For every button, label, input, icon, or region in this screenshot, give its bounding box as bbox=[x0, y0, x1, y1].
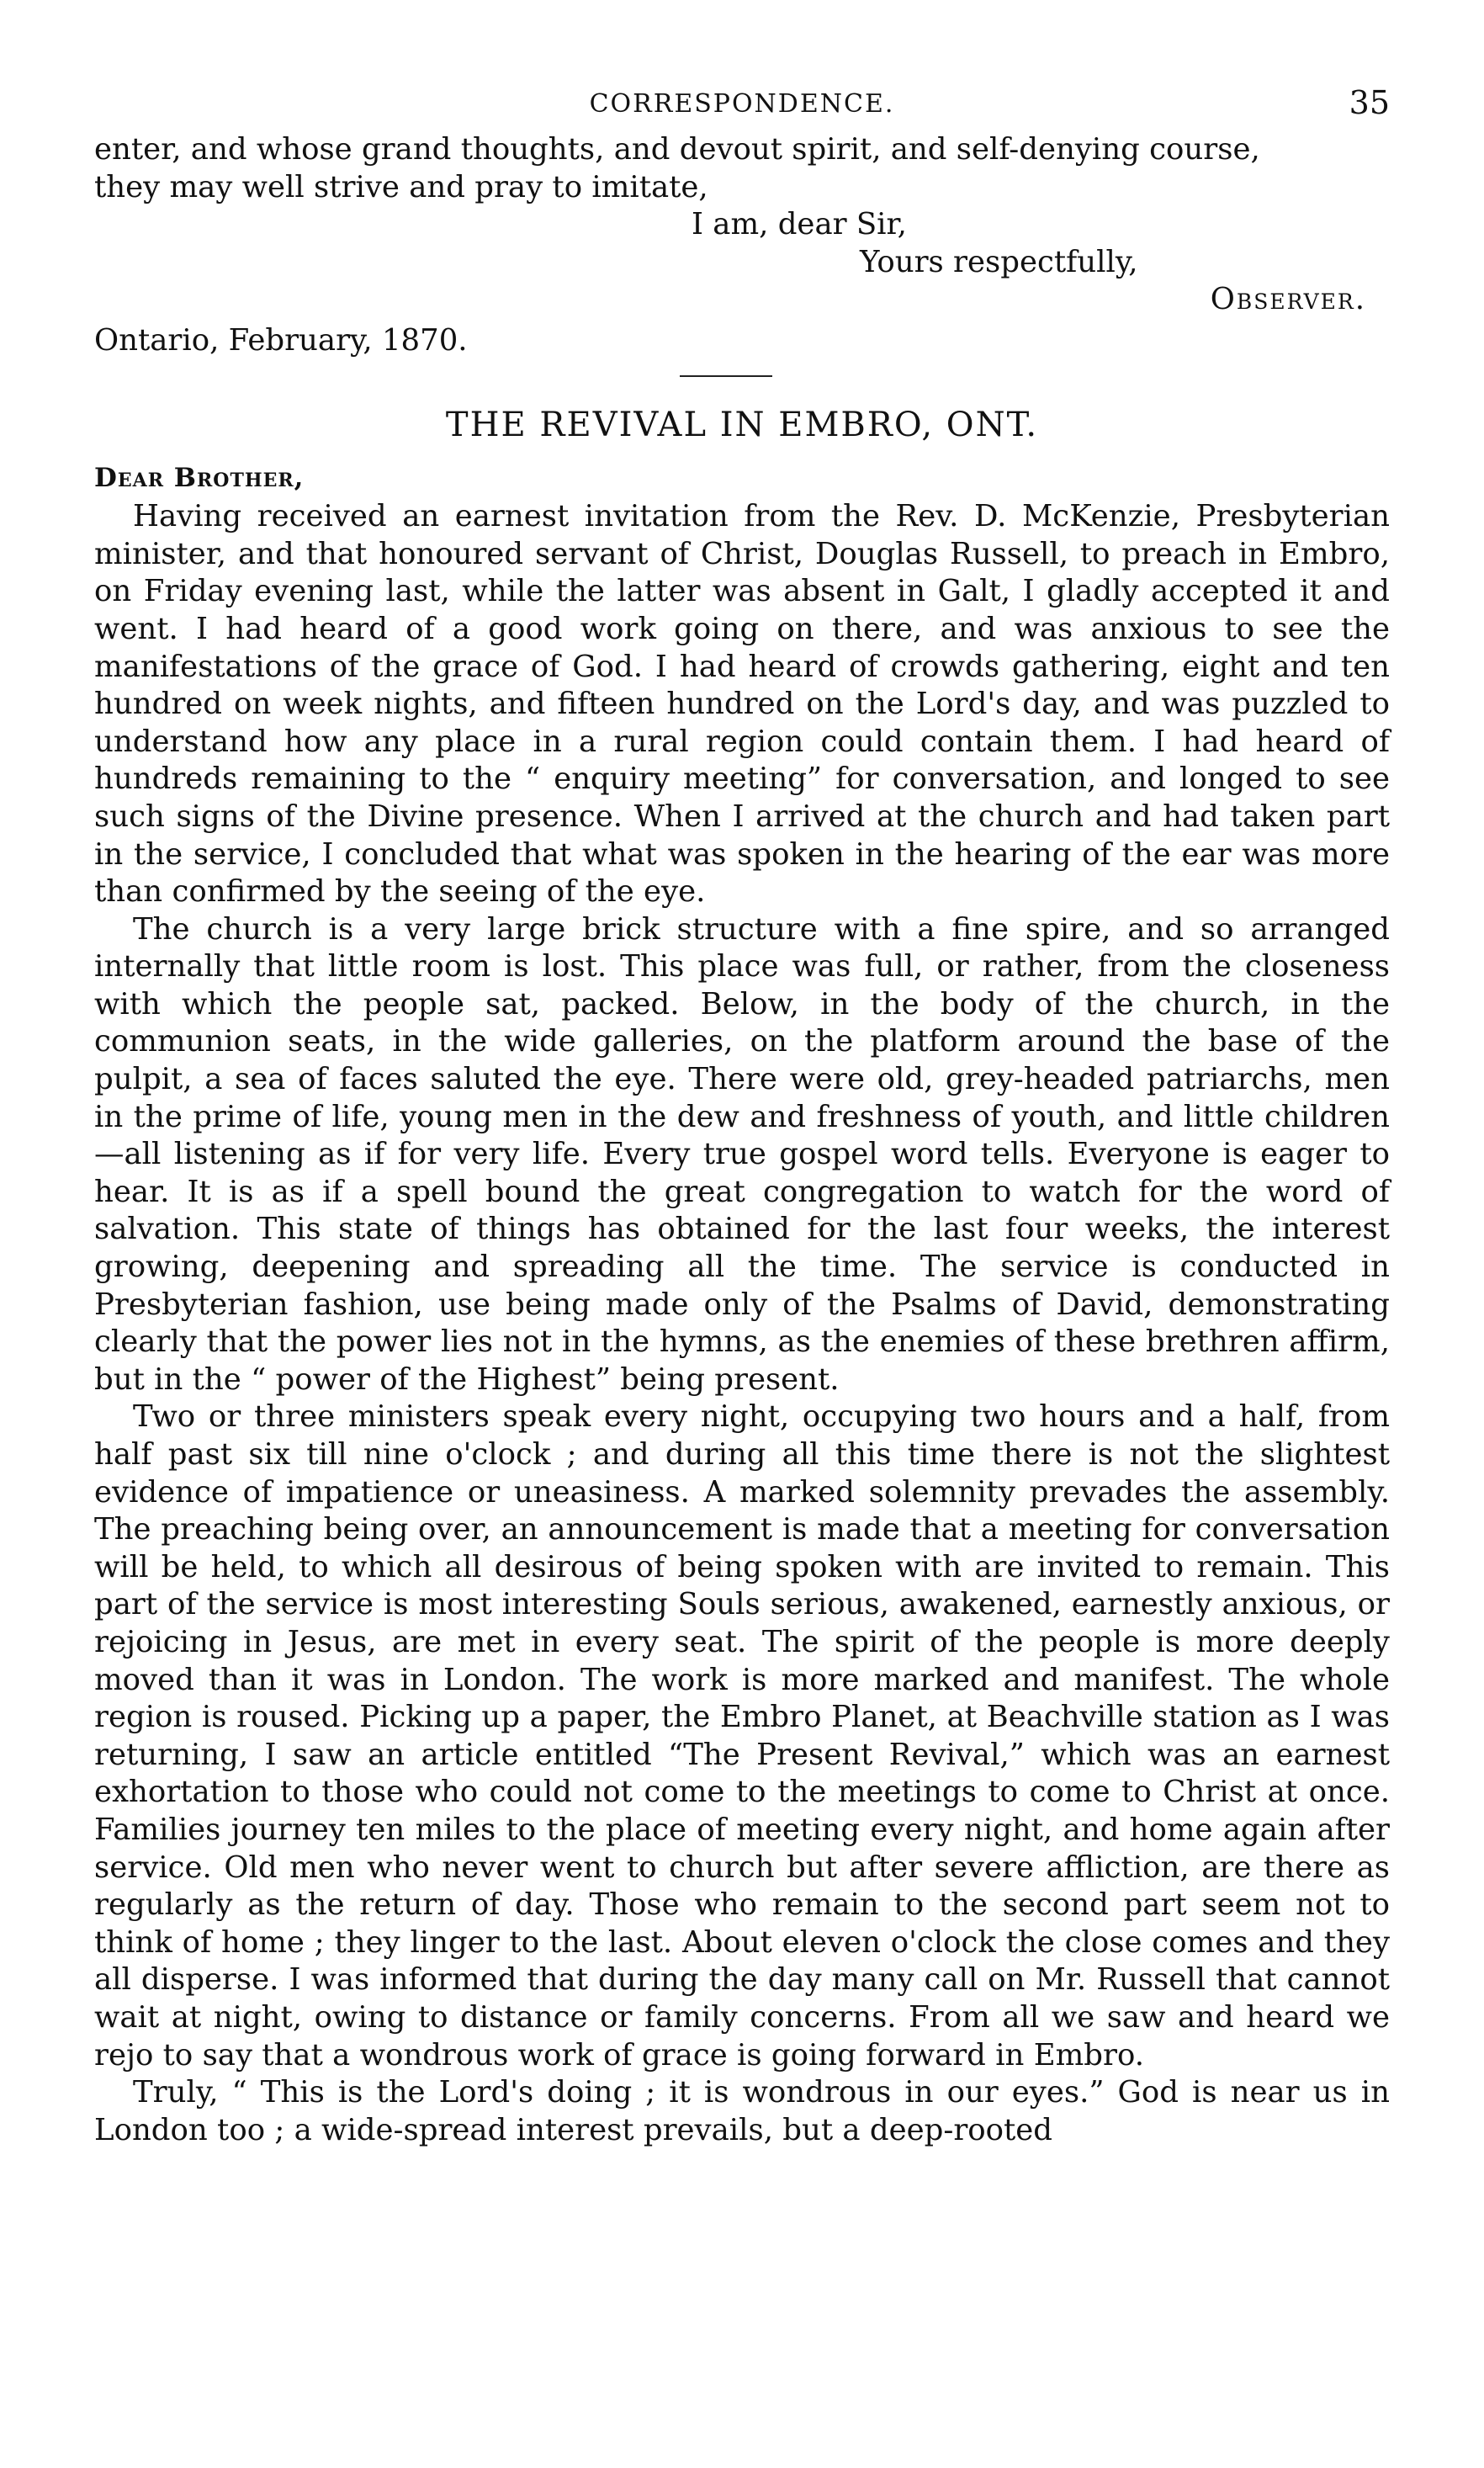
book-page bbox=[94, 81, 1390, 2149]
letter-dateline: Ontario, February, 1870. bbox=[94, 322, 468, 358]
divider-rule bbox=[680, 375, 772, 377]
letter-line: they may well strive and pray to imitate, bbox=[94, 169, 708, 204]
article-salutation: Dear Brother, bbox=[94, 462, 305, 493]
article-title: THE REVIVAL IN EMBRO, ONT. bbox=[445, 405, 1039, 444]
running-title: CORRESPONDENCE. bbox=[589, 89, 895, 119]
letter-line: enter, and whose grand thoughts, and devout spirit, and self-denying course, bbox=[94, 132, 1260, 167]
running-header bbox=[94, 81, 1390, 131]
letter-valediction: Yours respectfully, bbox=[860, 244, 1138, 279]
article-paragraph: Truly, “ This is the Lord's doing ; it is wondrous in our eyes.” God is near us in London too ; a wide-spread interest prevails, but a deep-rooted bbox=[94, 2075, 1390, 2147]
page-number: 35 bbox=[1349, 84, 1390, 121]
letter-closing: I am, dear Sir, bbox=[692, 207, 907, 242]
article-paragraph: Having received an earnest invitation from the Rev. D. McKenzie, Presbyterian minister, and that honoured servant of Christ, Douglas Russell, to preach in Embro, on Friday evening last, while the latter was absent in Galt, I gladly accepted it and went. I had heard of a good work going on there, and was anxious to see the manifestations of the grace of God. I had heard of crowds gathering, eight and ten hundred on week nights, and fifteen hundred on the Lord's day, and was puzzled to understand how any place in a rural region could contain them. I had heard of hundreds remaining to the “ enquiry meeting” for conversation, and longed to see such signs of the Divine presence. When I arrived at the church and had taken part in the service, I concluded that what was spoken in the hearing of the ear was more than confirmed by the seeing of the eye. bbox=[94, 499, 1390, 910]
section-divider bbox=[94, 360, 1390, 402]
article-body bbox=[94, 459, 1390, 2150]
article-paragraph: The church is a very large brick structure with a fine spire, and so arranged internally that little room is lost. This place was full, or rather, from the closeness with which the people sat, packed. Below, in the body of the church, in the communion seats, in the wide galleries, on the platform around the base of the pulpit, a sea of faces saluted the eye. There were old, grey-headed patriarchs, men in the prime of life, young men in the dew and freshness of youth, and little children—all listening as if for very life. Every true gospel word tells. Everyone is eager to hear. It is as if a spell bound the great congregation to watch for the word of salvation. This state of things has obtained for the last four weeks, the interest growing, deepening and spreading all the time. The service is conducted in Presbyterian fashion, use being made only of the Psalms of David, demonstrating clearly that the power lies not in the hymns, as the enemies of these brethren affirm, but in the “ power of the Highest” being present. bbox=[94, 911, 1390, 1397]
letter-signature: Observer. bbox=[1210, 282, 1366, 317]
article-paragraph: Two or three ministers speak every night, occupying two hours and a half, from half past six till nine o'clock ; and during all this time there is not the slightest evidence of impatience or uneasiness. A marked solemnity prevades the assembly. The preaching being over, an announcement is made that a meeting for conversation will be held, to which all desirous of being spoken with are invited to remain. This part of the service is most interesting Souls serious, awakened, earnestly anxious, or rejoicing in Jesus, are met in every seat. The spirit of the people is more deeply moved than it was in London. The work is more marked and manifest. The whole region is roused. Picking up a paper, the Embro Planet, at Beachville station as I was returning, I saw an article entitled “The Present Revival,” which was an earnest exhortation to those who could not come to the meetings to come to Christ at once. Families journey ten miles to the place of meeting every night, and home again after service. Old men who never went to church but after severe affliction, are there as regularly as the return of day. Those who remain to the second part seem not to think of home ; they linger to the last. About eleven o'clock the close comes and they all disperse. I was informed that during the day many call on Mr. Russell that cannot wait at night, owing to distance or family concerns. From all we saw and heard we rejo to say that a wondrous work of grace is going forward in Embro. bbox=[94, 1399, 1390, 2073]
letter-conclusion bbox=[94, 131, 1390, 360]
